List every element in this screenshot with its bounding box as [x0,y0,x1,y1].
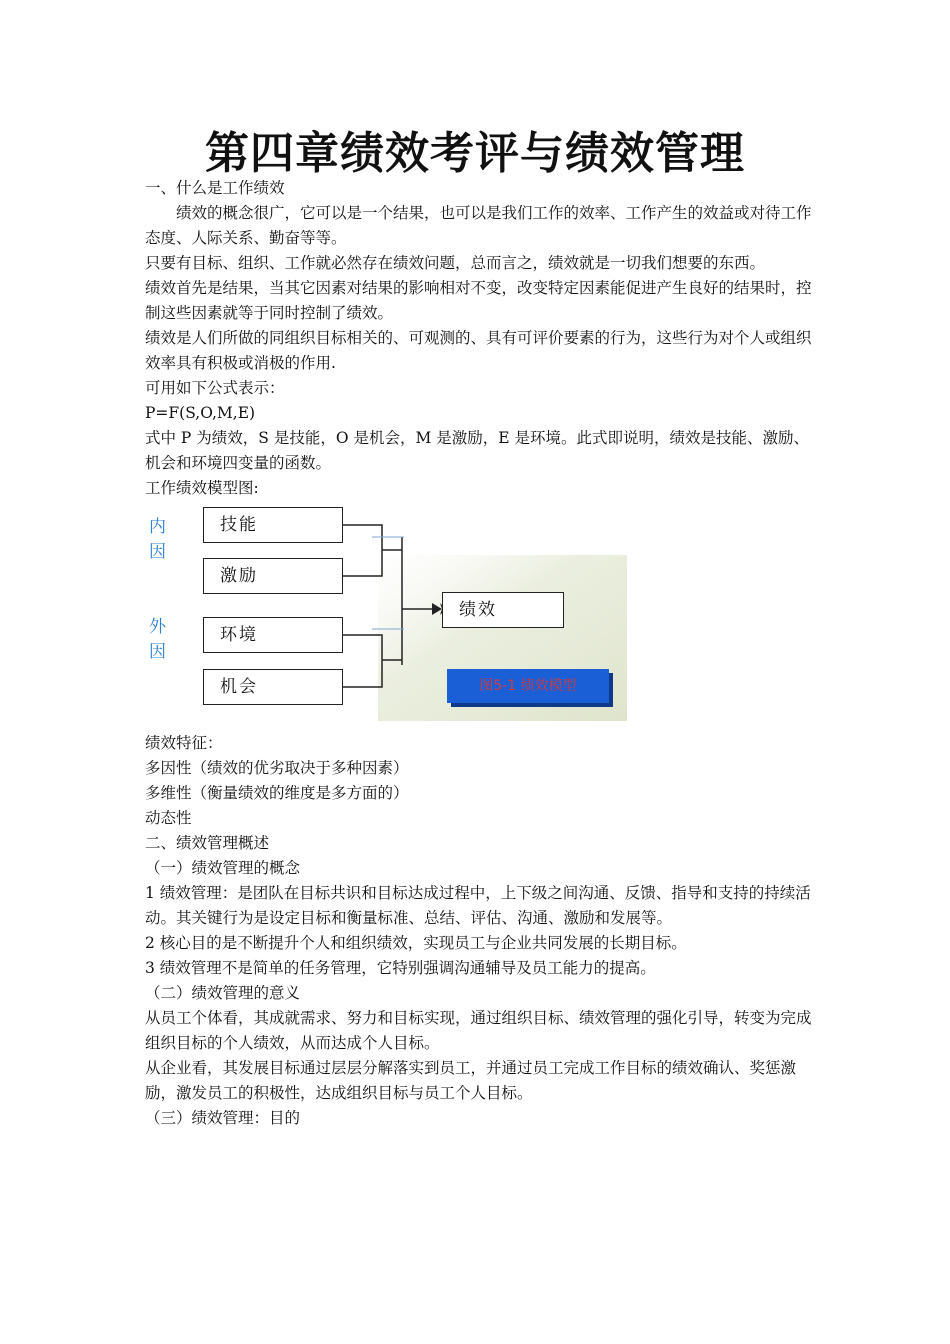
figure-caption: 图5-1 绩效模型 [447,669,609,703]
paragraph: 从员工个体看，其成就需求、努力和目标实现，通过组织目标、绩效管理的强化引导，转变为完成组织目标的个人绩效，从而达成个人目标。 [145,1009,812,1052]
paragraph: 绩效的概念很广，它可以是一个结果，也可以是我们工作的效率、工作产生的效益或对待工作态度、人际关系、勤奋等等。 [145,204,812,247]
connector-opportunity [342,660,382,687]
paragraph: 绩效是人们所做的同组织目标相关的、可观测的、具有可评价要素的行为，这些行为对个人或组织效率具有积极或消极的作用. [145,329,812,372]
feature-item: 多维性（衡量绩效的维度是多方面的） [145,784,409,802]
skill-box: 技能 [203,507,343,543]
environment-box: 环境 [203,617,343,653]
performance-model-diagram [142,505,627,721]
numbered-item: 3 绩效管理不是简单的任务管理，它特别强调沟通辅导及员工能力的提高。 [145,959,656,977]
subsection-heading: （一）绩效管理的概念 [145,859,301,877]
numbered-item: 1 绩效管理：是团队在目标共识和目标达成过程中，上下级之间沟通、反馈、指导和支持的持续活动。其关键行为是设定目标和衡量标准、总结、评估、沟通、激励和发展等。 [145,884,811,927]
numbered-item: 2 核心目的是不断提升个人和组织绩效，实现员工与企业共同发展的长期目标。 [145,934,687,952]
performance-box: 绩效 [442,592,564,628]
paragraph: 式中 P 为绩效，S 是技能，O 是机会，M 是激励，E 是环境。此式即说明，绩效是技能、激励、机会和环境四变量的函数。 [145,429,810,472]
external-factor-label: 外因 [149,617,166,662]
paragraph: 从企业看，其发展目标通过层层分解落实到员工，并通过员工完成工作目标的绩效确认、奖惩激励，激发员工的积极性，达成组织目标与员工个人目标。 [145,1059,797,1102]
document-body [145,176,815,1131]
feature-item: 动态性 [145,809,192,827]
model-heading: 工作绩效模型图: [145,479,259,497]
formula: P=F(S,O,M,E) [145,404,256,422]
connector-motivation [342,550,382,576]
connector-environment [342,635,382,660]
section-heading: 二、绩效管理概述 [145,834,270,852]
opportunity-box: 机会 [203,669,343,705]
paragraph: 绩效首先是结果，当其它因素对结果的影响相对不变，改变特定因素能促进产生良好的结果时，控制这些因素就等于同时控制了绩效。 [145,279,812,322]
feature-item: 多因性（绩效的优劣取决于多种因素） [145,759,409,777]
subsection-heading: （二）绩效管理的意义 [145,984,301,1002]
paragraph: 只要有目标、组织、工作就必然存在绩效问题，总而言之，绩效就是一切我们想要的东西。 [145,254,766,272]
subsection-heading: （三）绩效管理：目的 [145,1109,301,1127]
features-heading: 绩效特征： [145,734,223,752]
internal-factor-label: 内因 [149,517,166,562]
page-title: 第四章绩效考评与绩效管理 [205,128,745,179]
paragraph: 可用如下公式表示： [145,379,285,397]
motivation-box: 激励 [203,558,343,594]
section-heading: 一、什么是工作绩效 [145,179,285,197]
